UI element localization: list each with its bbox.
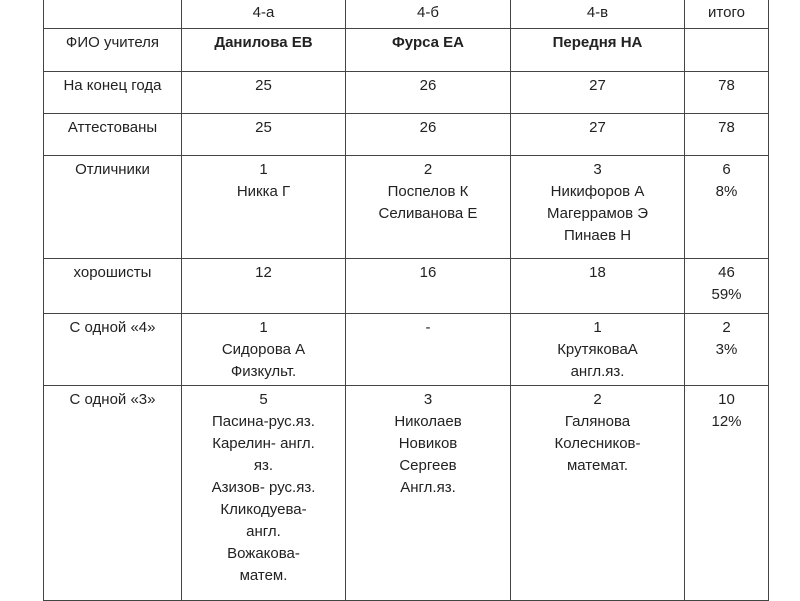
- cell-line: Кликодуева-: [220, 501, 307, 518]
- cell-line: Вожакова-: [227, 545, 300, 562]
- row-label: Аттестованы: [44, 114, 182, 156]
- cell-line: Фурса ЕА: [392, 34, 464, 51]
- total-cell: [685, 386, 769, 601]
- class-cell: [182, 114, 346, 156]
- cell-line: Николаев: [394, 413, 462, 430]
- cell-line: 5: [259, 391, 268, 408]
- cell-line: 27: [589, 119, 606, 136]
- row-label: ФИО учителя: [44, 29, 182, 72]
- class-cell: [346, 386, 511, 601]
- cell-line: Селиванова Е: [378, 205, 478, 222]
- cell-line: 12%: [711, 413, 742, 430]
- header-total: итого: [685, 0, 769, 29]
- class-cell: [346, 29, 511, 72]
- class-cell: [182, 29, 346, 72]
- cell-line: 26: [419, 119, 437, 136]
- cell-line: Сидорова А: [221, 341, 306, 358]
- class-cell: [182, 156, 346, 259]
- table-row: [44, 156, 769, 259]
- class-cell: [511, 29, 685, 72]
- cell-line: Никифоров А: [550, 183, 645, 200]
- header-blank: [44, 0, 182, 29]
- cell-line: Поспелов К: [387, 183, 469, 200]
- cell-line: 1: [259, 319, 268, 336]
- cell-line: Сергеев: [399, 457, 457, 474]
- cell-line: 3: [593, 161, 602, 178]
- cell-line: 2: [593, 391, 602, 408]
- class-cell: [511, 386, 685, 601]
- class-cell: [346, 72, 511, 114]
- cell-line: 59%: [711, 286, 742, 303]
- cell-line: 27: [589, 77, 606, 94]
- class-cell: [346, 314, 511, 386]
- cell-line: Карелин- англ.: [212, 435, 315, 452]
- cell-line: англ.: [246, 523, 281, 540]
- total-cell: [685, 72, 769, 114]
- cell-line: Никка Г: [236, 183, 291, 200]
- class-cell: [511, 314, 685, 386]
- class-cell: [182, 72, 346, 114]
- header-class-4v: 4-в: [511, 0, 685, 29]
- cell-line: англ.яз.: [570, 363, 625, 380]
- cell-line: 8%: [715, 183, 738, 200]
- class-cell: [511, 114, 685, 156]
- cell-line: яз.: [253, 457, 274, 474]
- header-class-4a: 4-а: [182, 0, 346, 29]
- cell-line: -: [425, 319, 431, 336]
- cell-line: 12: [255, 264, 272, 281]
- cell-line: 78: [718, 77, 735, 94]
- table-row: [44, 114, 769, 156]
- table-row: [44, 386, 769, 601]
- cell-line: Азизов- рус.яз.: [211, 479, 316, 496]
- cell-line: 26: [419, 77, 437, 94]
- cell-line: 25: [255, 119, 272, 136]
- class-cell: [182, 259, 346, 314]
- total-cell: [685, 29, 769, 72]
- cell-line: матем.: [239, 567, 288, 584]
- cell-line: 10: [718, 391, 735, 408]
- cell-line: Магеррамов Э: [546, 205, 649, 222]
- table-row: [44, 314, 769, 386]
- class-cell: [346, 259, 511, 314]
- cell-line: 16: [419, 264, 437, 281]
- cell-line: 2: [722, 319, 731, 336]
- class-cell: [511, 156, 685, 259]
- cell-line: 2: [423, 161, 433, 178]
- header-row: [44, 0, 769, 29]
- cell-line: 25: [255, 77, 272, 94]
- cell-line: 78: [718, 119, 735, 136]
- row-label: С одной «3»: [44, 386, 182, 601]
- class-cell: [182, 314, 346, 386]
- cell-line: Физкульт.: [230, 363, 297, 380]
- table-row: [44, 29, 769, 72]
- cell-line: Пасина-рус.яз.: [212, 413, 315, 430]
- cell-line: Пинаев Н: [563, 227, 632, 244]
- class-cell: [511, 72, 685, 114]
- total-cell: [685, 259, 769, 314]
- cell-line: 3: [423, 391, 433, 408]
- class-cell: [182, 386, 346, 601]
- class-cell: [346, 114, 511, 156]
- table-row: [44, 72, 769, 114]
- table-row: [44, 259, 769, 314]
- cell-line: математ.: [566, 457, 629, 474]
- cell-line: 1: [593, 319, 602, 336]
- cell-line: Колесников-: [554, 435, 641, 452]
- cell-line: КрутяковаА: [557, 341, 638, 358]
- total-cell: [685, 314, 769, 386]
- cell-line: 46: [718, 264, 735, 281]
- row-label: На конец года: [44, 72, 182, 114]
- results-table: [43, 0, 769, 601]
- class-cell: [346, 156, 511, 259]
- total-cell: [685, 114, 769, 156]
- total-cell: [685, 156, 769, 259]
- row-label: хорошисты: [44, 259, 182, 314]
- cell-line: 1: [259, 161, 268, 178]
- row-label: Отличники: [44, 156, 182, 259]
- cell-line: 18: [589, 264, 606, 281]
- row-label: С одной «4»: [44, 314, 182, 386]
- cell-line: 6: [722, 161, 731, 178]
- header-class-4b: 4-б: [346, 0, 511, 29]
- class-cell: [511, 259, 685, 314]
- cell-line: Новиков: [398, 435, 458, 452]
- cell-line: Передня НА: [552, 34, 643, 51]
- cell-line: Англ.яз.: [400, 479, 456, 496]
- cell-line: Галянова: [564, 413, 631, 430]
- cell-line: Данилова ЕВ: [214, 34, 313, 51]
- cell-line: 3%: [715, 341, 738, 358]
